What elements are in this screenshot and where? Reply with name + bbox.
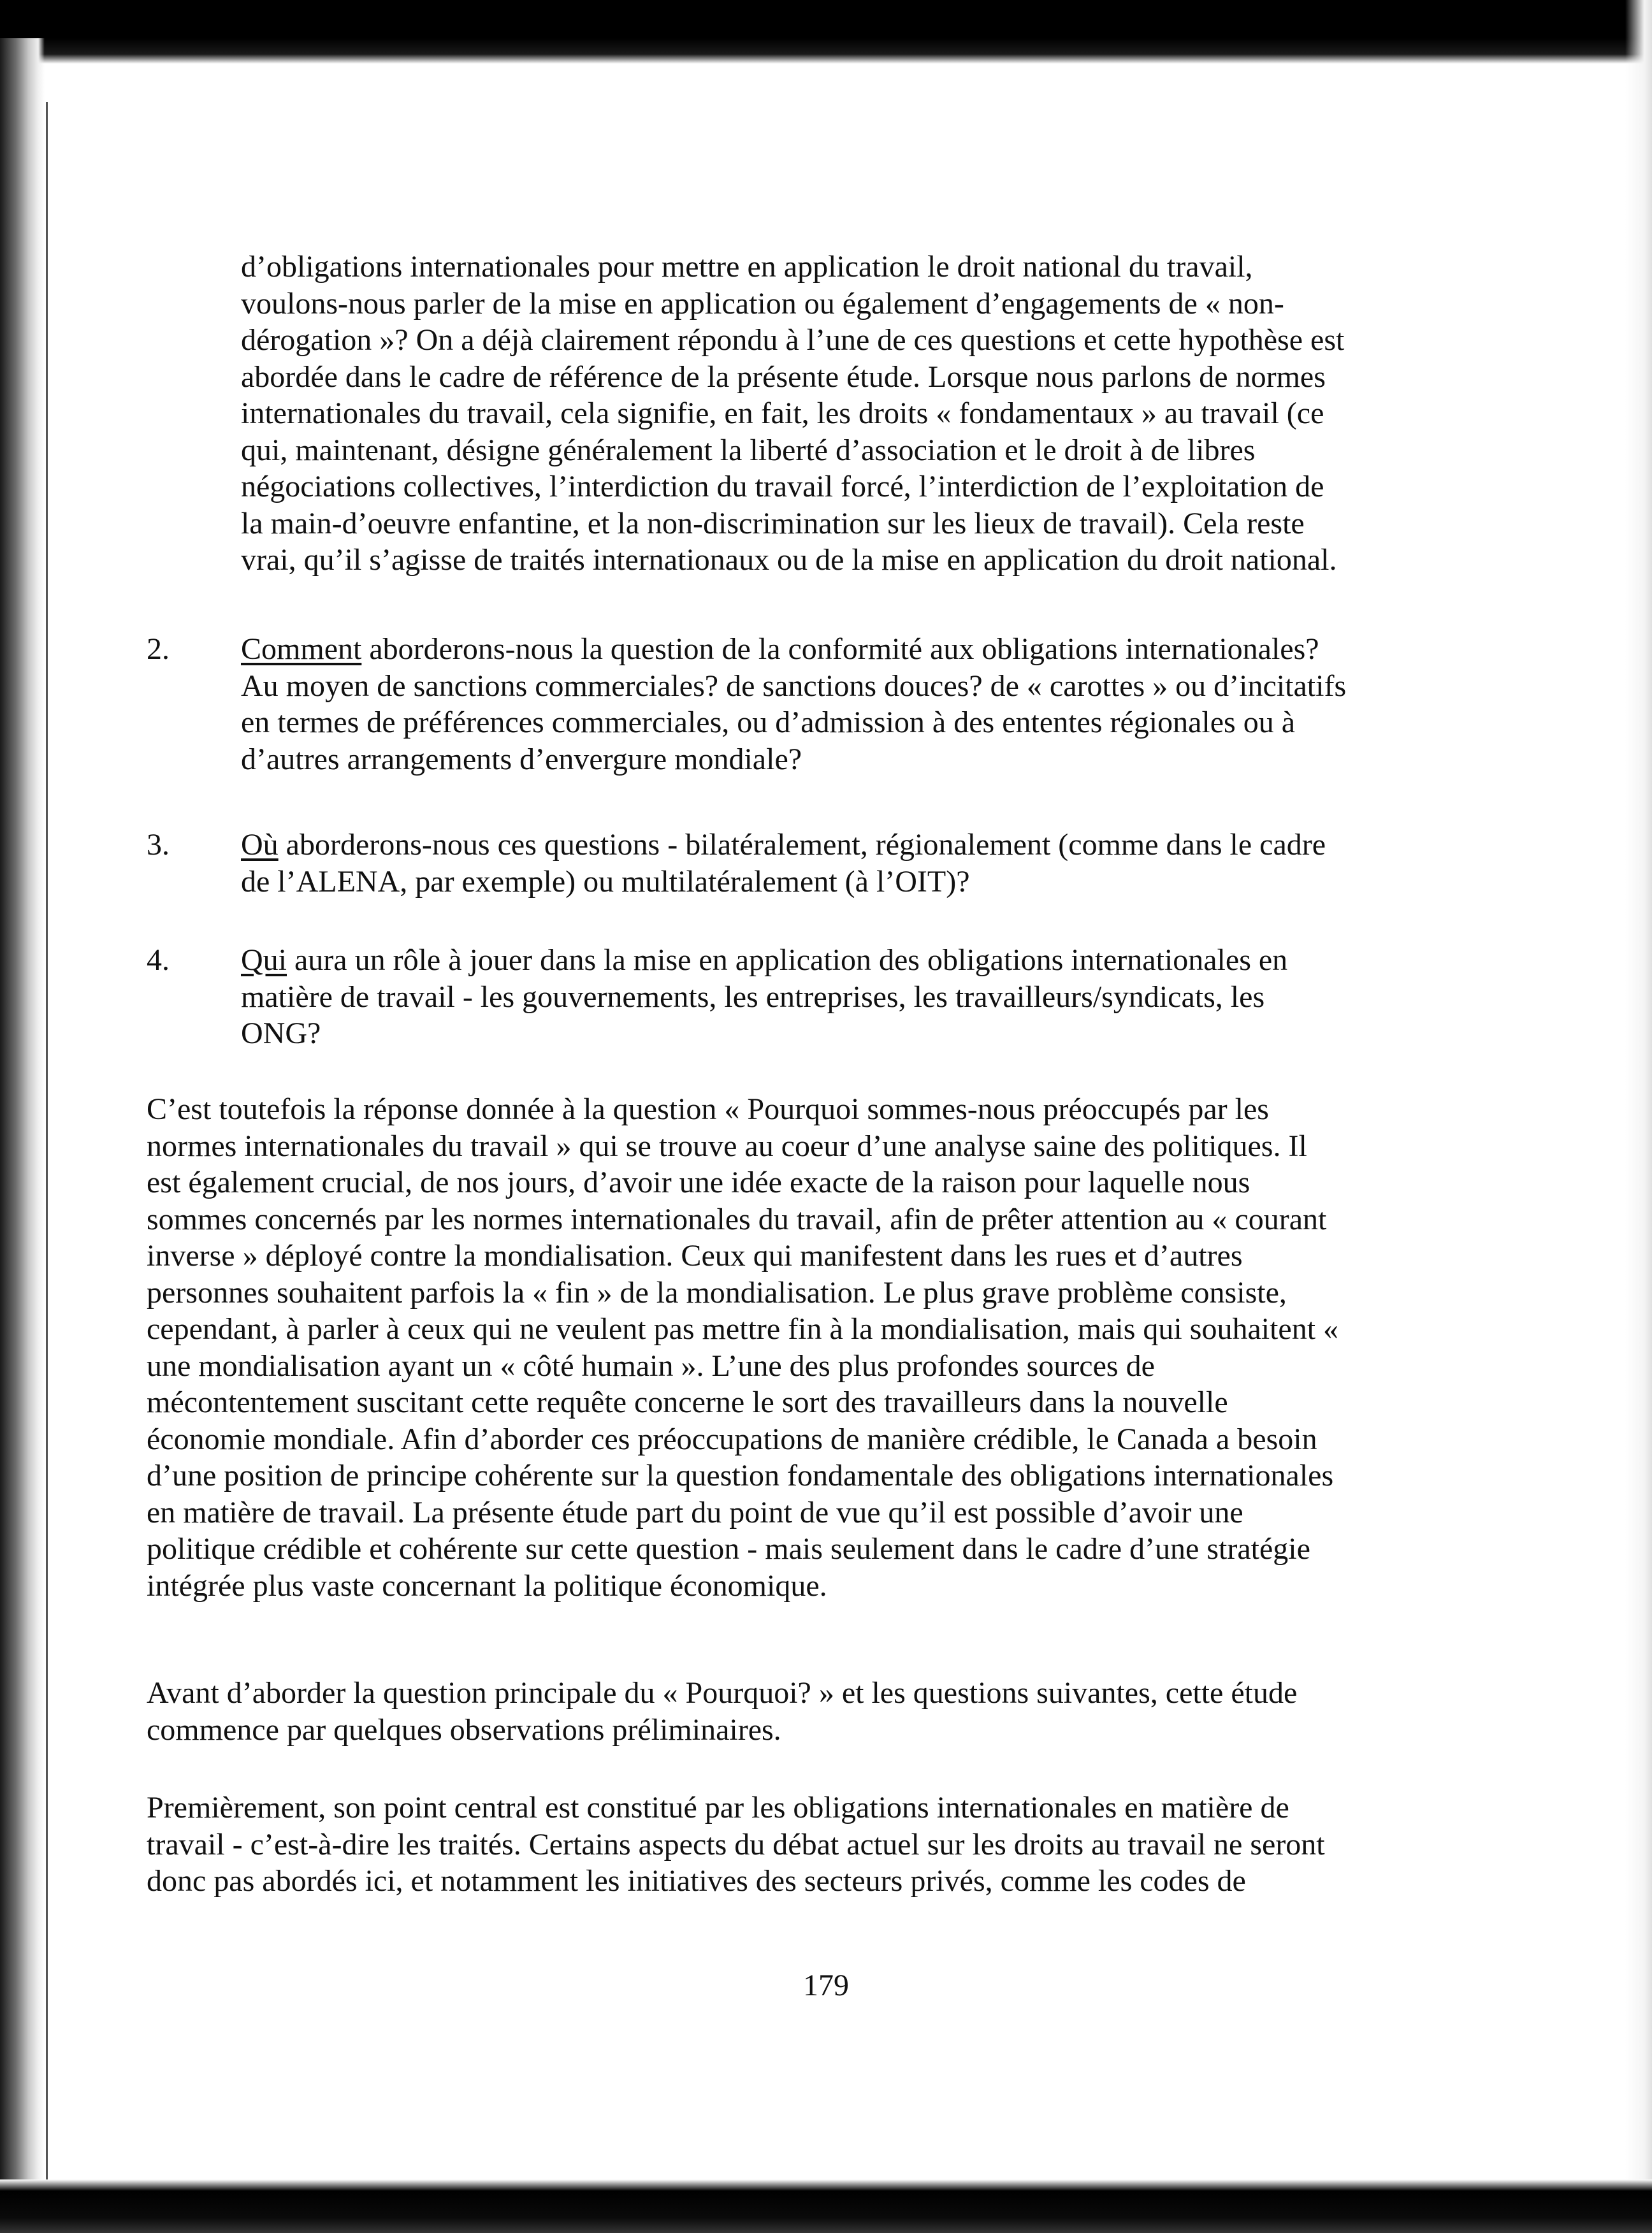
text-line: [241, 631, 1485, 668]
text-line: d’obligations internationales pour mettre en application le droit national du travail,: [241, 250, 1253, 284]
scan-binding-line: [46, 102, 48, 2179]
text-line: la main-d’oeuvre enfantine, et la non-discrimination sur les lieux de travail). Cela reste: [241, 506, 1305, 540]
list-number: 2.: [147, 632, 170, 666]
text-line: qui, maintenant, désigne généralement la liberté d’association et le droit à de libres: [241, 433, 1256, 467]
text-line: économie mondiale. Afin d’aborder ces préoccupations de manière crédible, le Canada a besoin: [147, 1422, 1317, 1456]
scan-left-edge: [0, 38, 45, 2192]
text-line: vrai, qu’il s’agisse de traités internationaux ou de la mise en application du droit national.: [241, 543, 1337, 577]
text-line: négociations collectives, l’interdiction du travail forcé, l’interdiction de l’exploitation de: [241, 470, 1324, 503]
text-line: Au moyen de sanctions commerciales? de sanctions douces? de « carottes » ou d’incitatifs: [241, 668, 1347, 703]
text-line: ONG?: [241, 1016, 321, 1050]
text-line: une mondialisation ayant un « côté humain ». L’une des plus profondes sources de: [147, 1348, 1155, 1383]
list-body: [241, 631, 1485, 777]
text-line: [241, 827, 1485, 864]
scan-right-edge: [1625, 0, 1652, 2233]
text-line: d’une position de principe cohérente sur la question fondamentale des obligations internationales: [147, 1459, 1334, 1492]
body-paragraph-3: [147, 1789, 1485, 1900]
continuation-paragraph: [241, 249, 1471, 579]
text-line: [241, 942, 1485, 979]
text-line: Premièrement, son point central est constitué par les obligations internationales en matière de: [147, 1791, 1289, 1825]
text-line: personnes souhaitent parfois la « fin » de la mondialisation. Le plus grave problème consiste,: [147, 1275, 1287, 1310]
list-first-line-rest: aborderons-nous la question de la conformité aux obligations internationales?: [361, 632, 1319, 666]
text-line: sommes concernés par les normes internationales du travail, afin de prêter attention au « courant: [147, 1202, 1327, 1236]
text-line: dérogation »? On a déjà clairement répondu à l’une de ces questions et cette hypothèse est: [241, 323, 1345, 357]
list-keyword: Qui: [241, 943, 287, 977]
list-first-line-rest: aborderons-nous ces questions - bilatéralement, régionalement (comme dans le cadre: [278, 828, 1326, 862]
text-line: politique crédible et cohérente sur cette question - mais seulement dans le cadre d’une stratégie: [147, 1532, 1310, 1566]
text-line: est également crucial, de nos jours, d’avoir une idée exacte de la raison pour laquelle nous: [147, 1166, 1250, 1199]
text-line: d’autres arrangements d’envergure mondiale?: [241, 742, 802, 776]
scan-bottom-edge: [0, 2179, 1652, 2233]
text-line: normes internationales du travail » qui se trouve au coeur d’une analyse saine des politiques. Il: [147, 1129, 1307, 1163]
text-line: matière de travail - les gouvernements, les entreprises, les travailleurs/syndicats, les: [241, 979, 1265, 1014]
text-line: commence par quelques observations préliminaires.: [147, 1712, 781, 1747]
text-line: de l’ALENA, par exemple) ou multilatéralement (à l’OIT)?: [241, 864, 970, 899]
text-line: inverse » déployé contre la mondialisation. Ceux qui manifestent dans les rues et d’autres: [147, 1239, 1243, 1273]
text-line: en termes de préférences commerciales, ou d’admission à des ententes régionales ou à: [241, 705, 1296, 739]
body-paragraph-1: [147, 1091, 1485, 1604]
text-line: Avant d’aborder la question principale du « Pourquoi? » et les questions suivantes, cette étude: [147, 1676, 1298, 1710]
list-keyword: Comment: [241, 632, 362, 666]
text-line: internationales du travail, cela signifie, en fait, les droits « fondamentaux » au travail (ce: [241, 396, 1324, 430]
text-line: voulons-nous parler de la mise en application ou également d’engagements de « non-: [241, 286, 1284, 321]
text-line: abordée dans le cadre de référence de la présente étude. Lorsque nous parlons de normes: [241, 359, 1326, 394]
list-body: [241, 827, 1485, 900]
list-number: 4.: [147, 943, 170, 977]
text-line: en matière de travail. La présente étude part du point de vue qu’il est possible d’avoir une: [147, 1495, 1243, 1529]
text-line: C’est toutefois la réponse donnée à la question « Pourquoi sommes-nous préoccupés par les: [147, 1092, 1269, 1126]
list-keyword: Où: [241, 828, 279, 862]
text-line: donc pas abordés ici, et notamment les initiatives des secteurs privés, comme les codes de: [147, 1864, 1246, 1898]
text-line: intégrée plus vaste concernant la politique économique.: [147, 1568, 827, 1603]
text-line: travail - c’est-à-dire les traités. Certains aspects du débat actuel sur les droits au travail ne seront: [147, 1827, 1325, 1861]
page-number: 179: [803, 1969, 849, 2002]
list-number: 3.: [147, 828, 170, 862]
list-first-line-rest: aura un rôle à jouer dans la mise en application des obligations internationales en: [287, 943, 1288, 977]
body-paragraph-2: [147, 1675, 1485, 1748]
text-line: cependant, à parler à ceux qui ne veulent pas mettre fin à la mondialisation, mais qui souhaitent «: [147, 1312, 1339, 1346]
text-line: mécontentement suscitant cette requête concerne le sort des travailleurs dans la nouvelle: [147, 1385, 1228, 1419]
list-body: [241, 942, 1485, 1052]
scan-top-edge: [0, 0, 1652, 64]
